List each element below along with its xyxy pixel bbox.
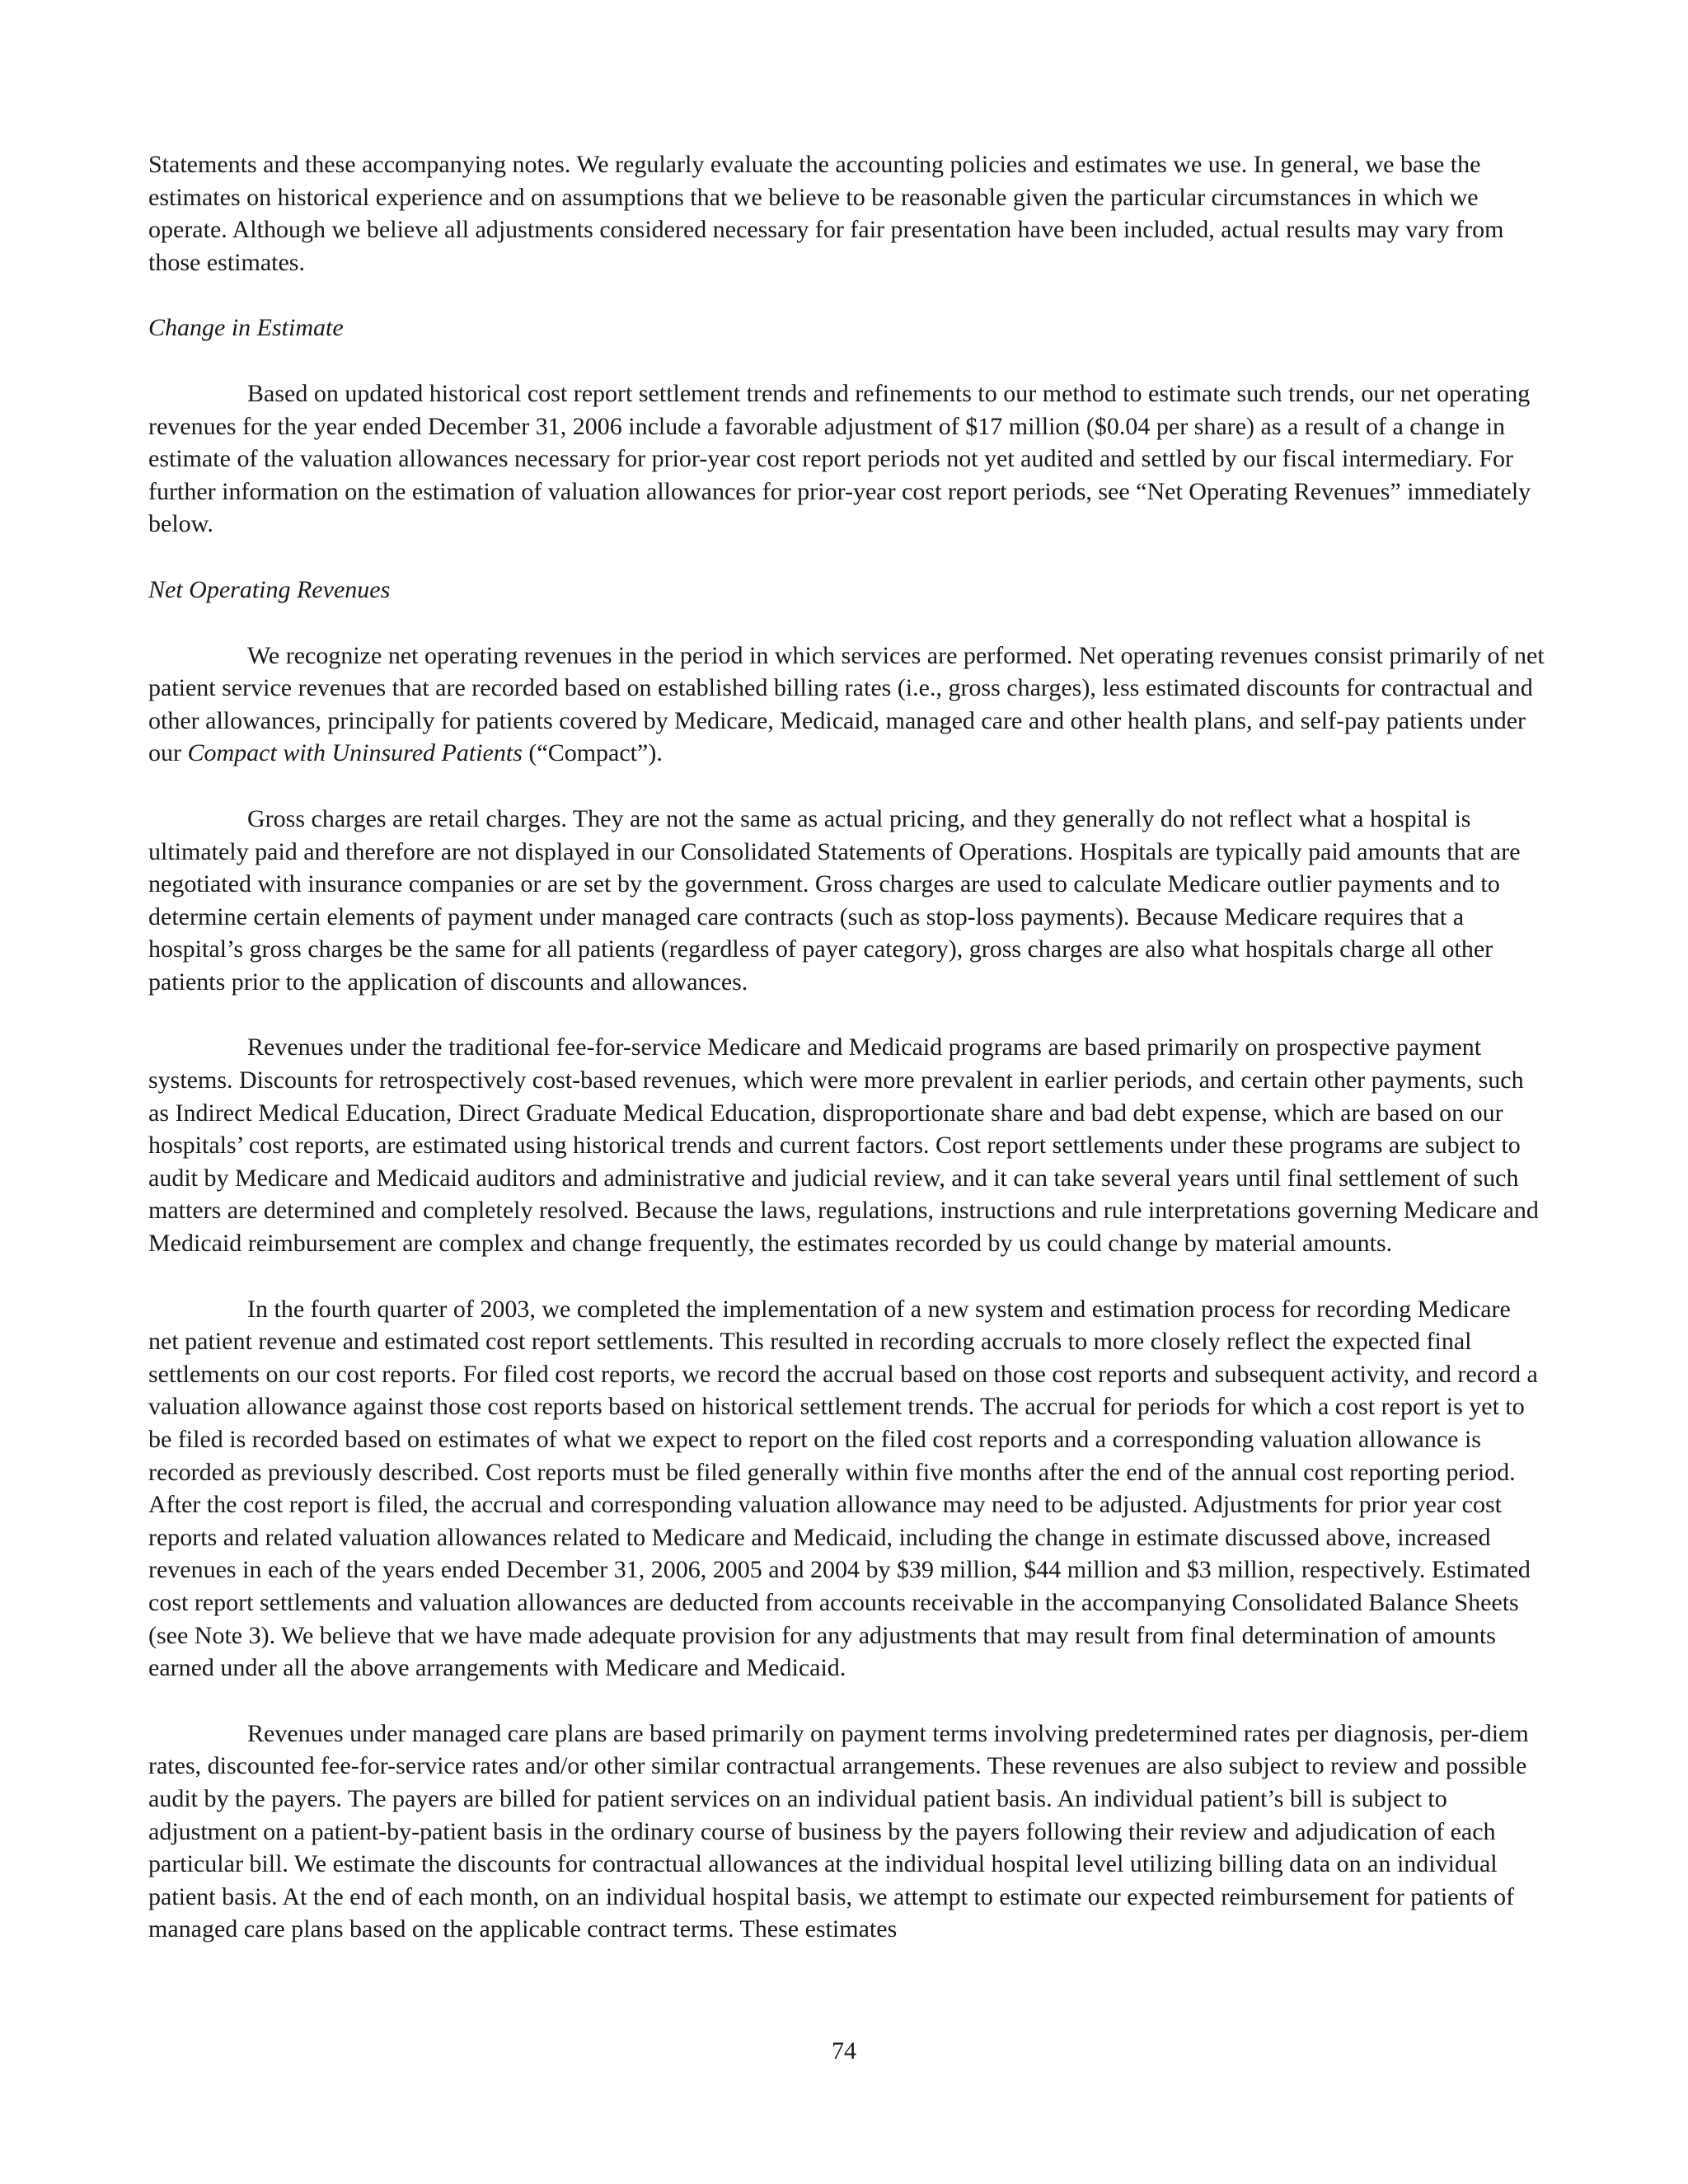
paragraph-managed-care-revenues: Revenues under managed care plans are based primarily on payment terms involving predetermined rates per diagnosis, per-diem rates, discounted fee-for-service rates and/or other similar contractual arrangements. These revenues are also subject to review and possible audit by the payers. The payers are billed for patient services on an individual patient basis. An individual patient’s bill is subject to adjustment on a patient-by-patient basis in the ordinary course of business by the payers following their review and adjudication of each particular bill. We estimate the discounts for contractual allowances at the individual hospital level utilizing billing data on an individual patient basis. At the end of each month, on an individual hospital basis, we attempt to estimate our expected reimbursement for patients of managed care plans based on the applicable contract terms. These estimates [148,1719,1529,1943]
page-number: 74 [832,2037,856,2064]
document-page [148,148,1545,1979]
paragraph-fourth-quarter-2003: In the fourth quarter of 2003, we completed the implementation of a new system and estimation process for recording Medicare net patient revenue and estimated cost report settlements. This resulted in recording accruals to more closely reflect the expected final settlements on our cost reports. For filed cost reports, we record the accrual based on those cost reports and subsequent activity, and record a valuation allowance against those cost reports based on historical settlement trends. The accrual for periods for which a cost report is yet to be filed is recorded based on estimates of what we expect to report on the filed cost reports and a corresponding valuation allowance is recorded as previously described. Cost reports must be filed generally within five months after the end of the annual cost reporting period. After the cost report is filed, the accrual and corresponding valuation allowance may need to be adjusted. Adjustments for prior year cost reports and related valuation allowances related to Medicare and Medicaid, including the change in estimate discussed above, increased revenues in each of the years ended December 31, 2006, 2005 and 2004 by $39 million, $44 million and $3 million, respectively. Estimated cost report settlements and valuation allowances are deducted from accounts receivable in the accompanying Consolidated Balance Sheets (see Note 3). We believe that we have made adequate provision for any adjustments that may result from final determination of amounts earned under all the above arrangements with Medicare and Medicaid. [148,1295,1538,1682]
compact-program-name: Compact with Uninsured Patients [187,739,523,767]
paragraph-intro-continued: Statements and these accompanying notes. We regularly evaluate the accounting policies and estimates we use. In general, we base the estimates on historical experience and on assumptions that we believe to be reasonable given the particular circumstances in which we operate. Although we believe all adjustments considered necessary for fair presentation have been included, actual results may vary from those estimates. [148,151,1504,276]
paragraph-text-after: (“Compact”). [522,739,663,767]
paragraph-net-operating-revenues [148,640,1545,770]
heading-change-in-estimate: Change in Estimate [148,314,344,342]
paragraph-medicare-medicaid-revenues: Revenues under the traditional fee-for-service Medicare and Medicaid programs are based primarily on prospective payment systems. Discounts for retrospectively cost-based revenues, which were more prevalent in earlier periods, and certain other payments, such as Indirect Medical Education, Direct Graduate Medical Education, disproportionate share and bad debt expense, which are based on our hospitals’ cost reports, are estimated using historical trends and current factors. Cost report settlements under these programs are subject to audit by Medicare and Medicaid auditors and administrative and judicial review, and it can take several years until final settlement of such matters are determined and completely resolved. Because the laws, regulations, instructions and rule interpretations governing Medicare and Medicaid reimbursement are complex and change frequently, the estimates recorded by us could change by material amounts. [148,1033,1539,1258]
paragraph-text-before: We recognize net operating revenues in the period in which services are performed. Net operating revenues consist primarily of net patient service revenues that are recorded based on established billing rates (i.e., gross charges), less estimated discounts for contractual and other allowances, principally for patients covered by Medicare, Medicaid, managed care and other health plans, and self-pay patients under our [148,641,1545,767]
paragraph-gross-charges: Gross charges are retail charges. They are not the same as actual pricing, and they generally do not reflect what a hospital is ultimately paid and therefore are not displayed in our Consolidated Statements of Operations. Hospitals are typically paid amounts that are negotiated with insurance companies or are set by the government. Gross charges are used to calculate Medicare outlier payments and to determine certain elements of payment under managed care contracts (such as stop-loss payments). Because Medicare requires that a hospital’s gross charges be the same for all patients (regardless of payer category), gross charges are also what hospitals charge all other patients prior to the application of discounts and allowances. [148,804,1521,996]
paragraph-change-in-estimate: Based on updated historical cost report settlement trends and refinements to our method to estimate such trends, our net operating revenues for the year ended December 31, 2006 include a favorable adjustment of $17 million ($0.04 per share) as a result of a change in estimate of the valuation allowances necessary for prior-year cost report periods not yet audited and settled by our fiscal intermediary. For further information on the estimation of valuation allowances for prior-year cost report periods, see “Net Operating Revenues” immediately below. [148,379,1531,538]
heading-net-operating-revenues: Net Operating Revenues [148,575,391,603]
